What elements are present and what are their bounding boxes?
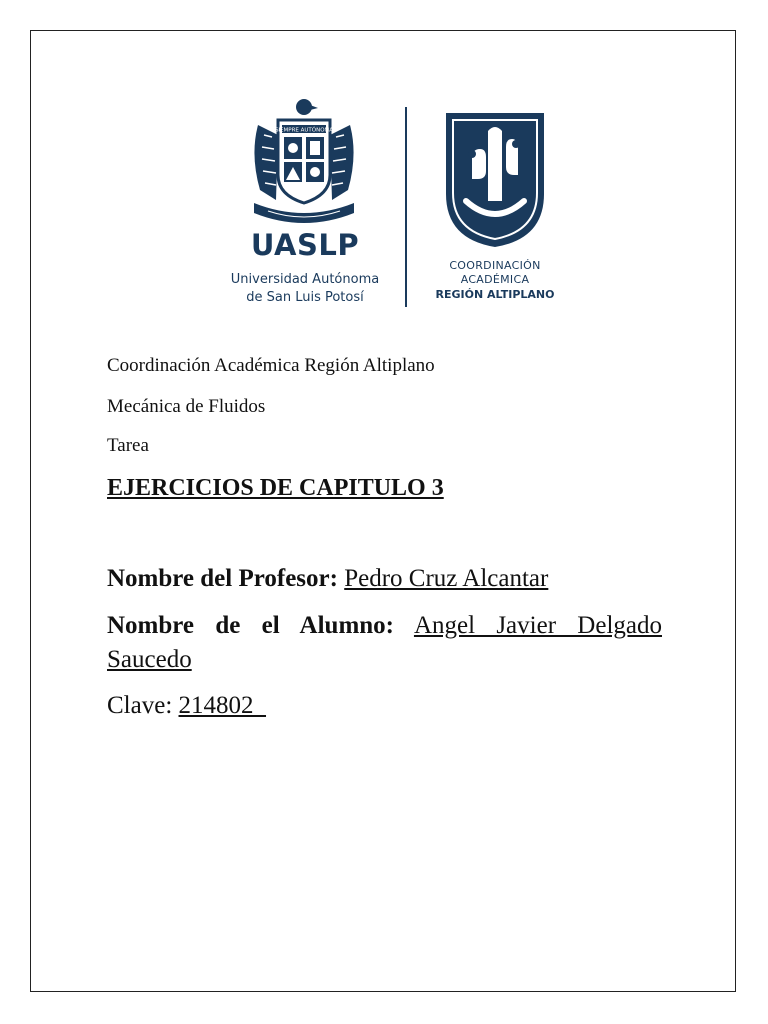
professor-name: Pedro Cruz Alcantar [344,565,549,592]
assignment-type-line: Tarea [107,435,149,456]
uaslp-logo [215,95,395,310]
professor-line [107,565,548,593]
subject-line: Mecánica de Fluidos [107,396,266,417]
uaslp-subtitle-line1: Universidad Autónoma [230,272,380,287]
student-name-line1: Angel Javier Delgado [413,612,662,639]
altiplano-text-line2: ACADÉMICA [460,273,530,286]
key-line [107,692,266,720]
professor-label: Nombre del Profesor: [107,565,338,592]
student-name-line2: Saucedo [107,646,192,673]
uaslp-subtitle-line2: de San Luis Potosí [246,290,364,305]
student-line [107,612,662,640]
logo-divider [405,107,407,307]
student-line-continued [107,646,192,674]
document-title: EJERCICIOS DE CAPITULO 3 [107,475,444,501]
key-value: 214802 [178,692,267,719]
altiplano-logo [420,109,570,309]
altiplano-text-line1: COORDINACIÓN [449,259,541,272]
altiplano-text-line3: REGIÓN ALTIPLANO [435,288,555,301]
coordination-line: Coordinación Académica Región Altiplano [107,355,435,376]
key-label: Clave: [107,692,173,719]
uaslp-banner-text: SIEMPRE AUTÓNOMA [274,127,334,134]
uaslp-wordmark: UASLP [250,228,360,262]
logo-block [215,95,575,310]
student-label: Nombre de el Alumno: [107,612,395,639]
uaslp-eagle-emblem-icon [248,95,360,225]
altiplano-cactus-emblem-icon [442,109,548,249]
